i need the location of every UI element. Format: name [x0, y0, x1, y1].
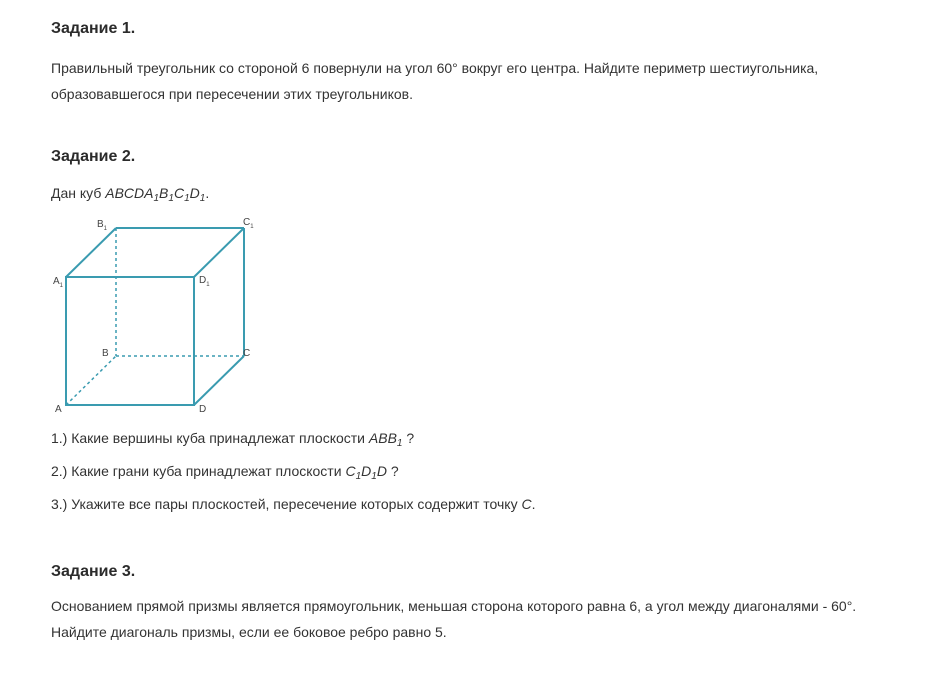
cube-figure — [48, 213, 258, 418]
label-b: B — [102, 348, 109, 359]
label-d: D — [199, 404, 207, 415]
edge-a1b1 — [66, 228, 116, 277]
task2-question-2: 2.) Какие грани куба принадлежат плоскости $C_1D_1D$ ? — [51, 463, 399, 482]
edge-d1c1 — [194, 228, 244, 277]
hidden-edge-ab — [66, 356, 116, 405]
label-a: A — [55, 404, 62, 415]
task3-title: Задание 3. — [51, 563, 136, 580]
label-b1: $B_1$ — [97, 219, 108, 232]
label-d1: $D_1$ — [199, 275, 210, 288]
task2-question-3: 3.) Укажите все пары плоскостей, пересечение которых содержит точку C. — [51, 496, 536, 512]
label-c1: $C_1$ — [243, 217, 254, 230]
label-c: C — [243, 348, 251, 359]
task2-intro: Дан куб $ABCDA_1B_1C_1D_1$. — [51, 185, 210, 204]
task2-intro-prefix: Дан куб — [51, 185, 106, 201]
cube-name: $ABCDA_1B_1C_1D_1$ — [105, 185, 206, 204]
task1-text: Правильный треугольник со стороной 6 повернули на угол 60° вокруг его центра. Найдите периметр шестиугольника, образовавшегося при пересечении этих треугольников. — [51, 60, 819, 102]
task3-text: Основанием прямой призмы является прямоугольник, меньшая сторона которого равна 6, а угол между диагоналями - 60°. Найдите диагональ призмы, если ее боковое ребро равно 5. — [51, 598, 857, 640]
front-face — [66, 277, 194, 405]
task1-title: Задание 1. — [51, 20, 136, 37]
label-a1: $A_1$ — [53, 276, 64, 289]
edge-dc — [194, 356, 244, 405]
task2-question-1: 1.) Какие вершины куба принадлежат плоскости $ABB_1$ ? — [51, 430, 415, 449]
task2-title: Задание 2. — [51, 148, 136, 165]
